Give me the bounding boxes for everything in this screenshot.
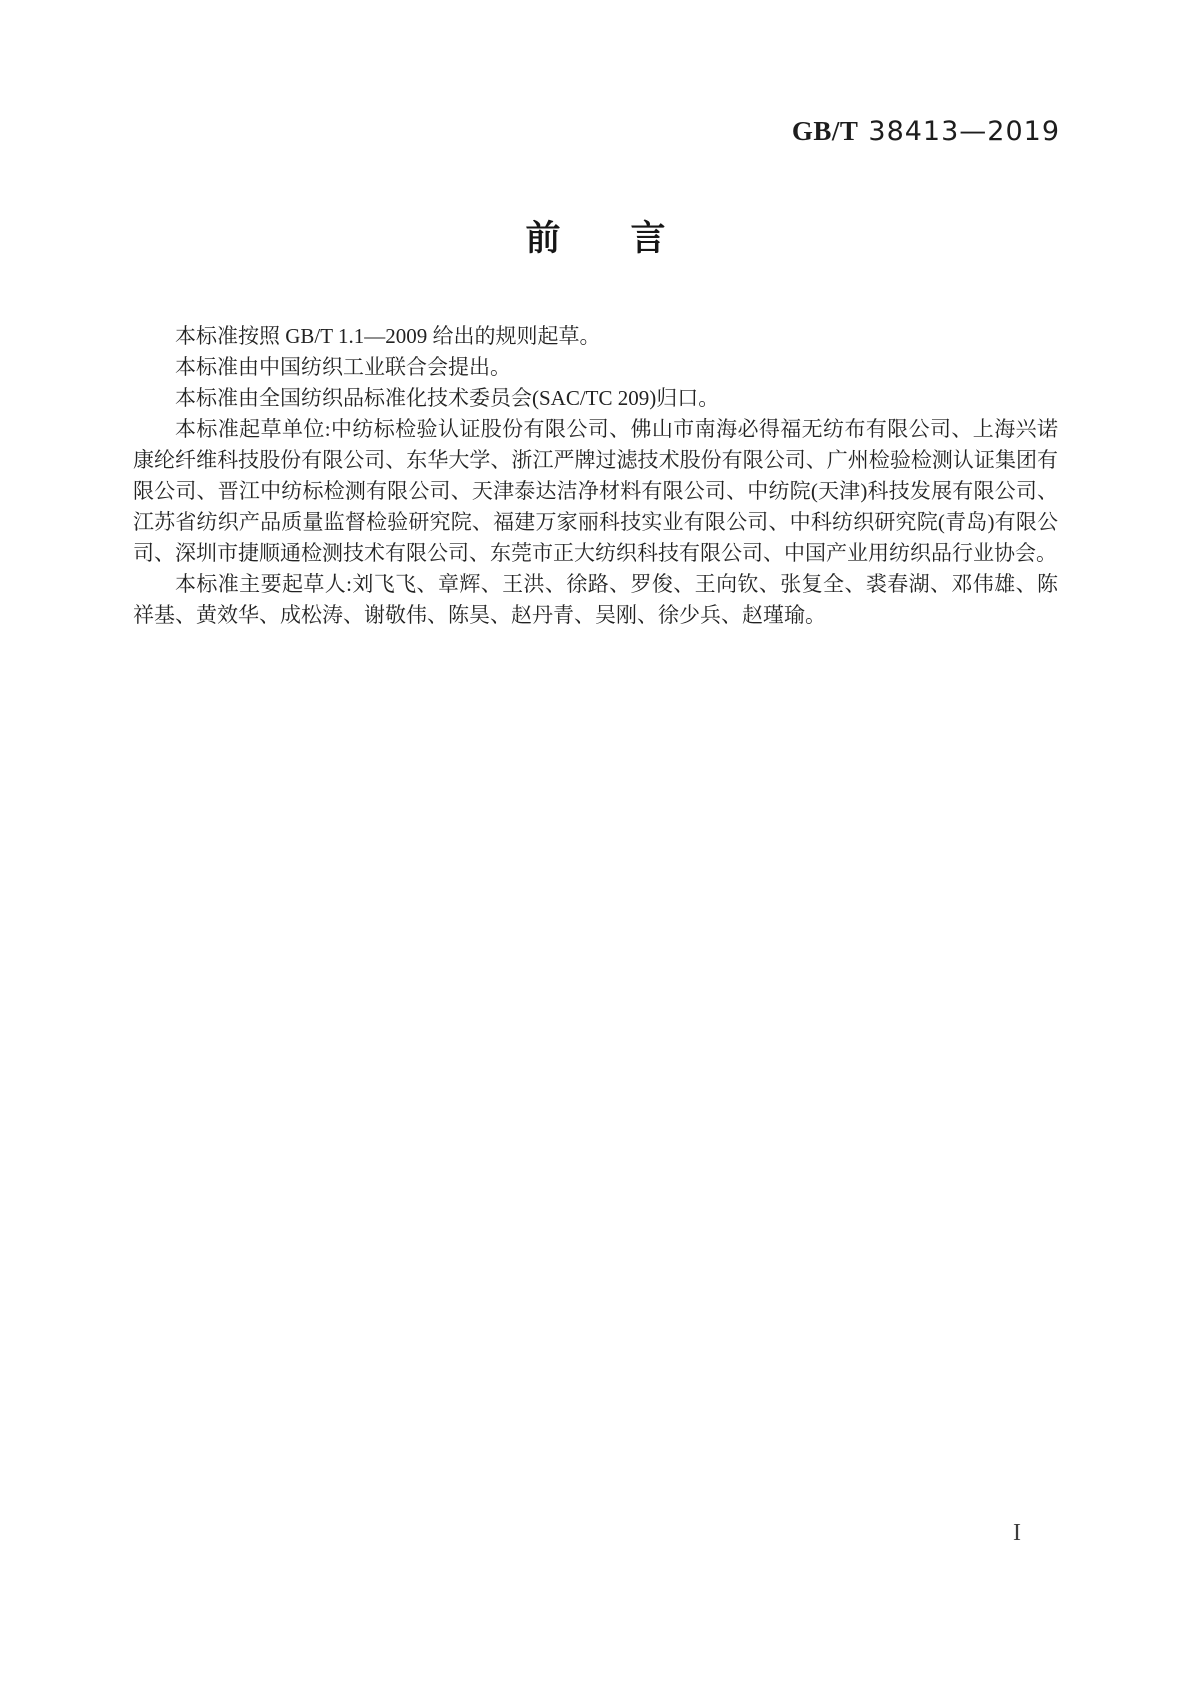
paragraph-centralized-by: 本标准由全国纺织品标准化技术委员会(SAC/TC 209)归口。 <box>175 386 720 410</box>
foreword-body <box>133 321 1058 631</box>
foreword-title: 前 言 <box>525 219 666 258</box>
standard-code-prefix: GB/T <box>791 116 859 146</box>
standard-code-number: 38413—2019 <box>868 116 1060 147</box>
standard-code <box>792 116 1060 147</box>
paragraph-drafting-rules: 本标准按照 GB/T 1.1—2009 给出的规则起草。 <box>175 324 601 348</box>
paragraph-drafting-organizations: 本标准起草单位:中纺标检验认证股份有限公司、佛山市南海必得福无纺布有限公司、上海兴诺康纶纤维科技股份有限公司、东华大学、浙江严牌过滤技术股份有限公司、广州检验检测认证集团有限公司、晋江中纺标检测有限公司、天津泰达洁净材料有限公司、中纺院(天津)科技发展有限公司、江苏省纺织产品质量监督检验研究院、福建万家丽科技实业有限公司、中科纺织研究院(青岛)有限公司、深圳市捷顺通检测技术有限公司、东莞市正大纺织科技有限公司、中国产业用纺织品行业协会。 <box>133 417 1058 565</box>
paragraph-proposed-by: 本标准由中国纺织工业联合会提出。 <box>175 355 511 379</box>
page-number: I <box>1013 1520 1021 1546</box>
paragraph-main-drafters: 本标准主要起草人:刘飞飞、章辉、王洪、徐路、罗俊、王向钦、张复全、裘春湖、邓伟雄、陈祥基、黄效华、成松涛、谢敬伟、陈昊、赵丹青、吴刚、徐少兵、赵瑾瑜。 <box>133 572 1058 627</box>
